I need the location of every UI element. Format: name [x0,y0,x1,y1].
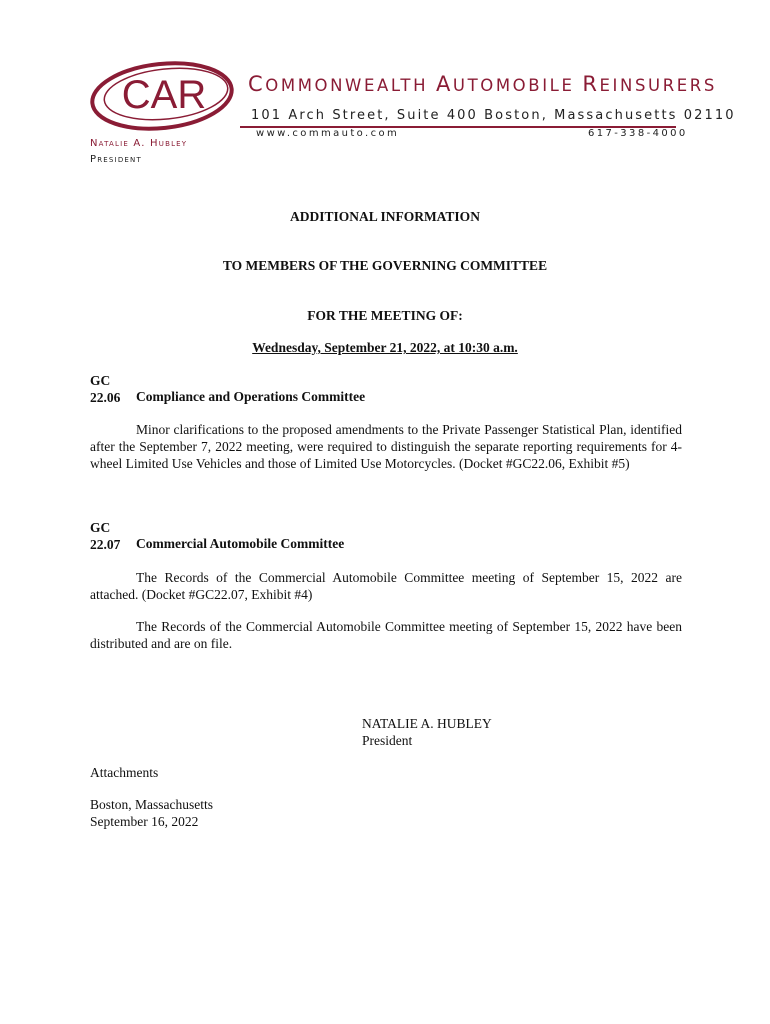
website-link[interactable]: www.commauto.com [256,128,400,139]
meeting-date: Wednesday, September 21, 2022, at 10:30 a.m. [252,340,518,355]
document-date: September 16, 2022 [90,814,199,829]
executive-title: President [90,154,142,165]
item-title: Compliance and Operations Committee [136,389,366,404]
signature-title: President [362,733,413,748]
item-paragraph: Minor clarifications to the proposed amendments to the Private Passenger Statistical Plan, identified after the September 7, 2022 meeting, were required to distinguish the separate reporting requirements for 4-wheel Limited Use Vehicles and those of Limited Use Motorcycles. (Docket #GC22.06, Exhibit #5) [90,422,682,471]
item-code: GC 22.06 [90,373,121,405]
signature-name: NATALIE A. HUBLEY [362,716,492,731]
car-logo [88,60,240,134]
phone-number: 617-338-4000 [588,128,688,139]
letterhead [0,0,770,190]
item-code: GC 22.07 [90,520,121,552]
attachments-label: Attachments [90,765,159,780]
heading-meeting-of: FOR THE MEETING OF: [307,308,463,323]
executive-name: Natalie A. Hubley [90,138,188,149]
heading-recipients: TO MEMBERS OF THE GOVERNING COMMITTEE [222,258,548,273]
logo-text: CAR [121,73,207,117]
organization-name: COMMONWEALTH AUTOMOBILE REINSURERS [248,72,717,96]
organization-address: 101 Arch Street, Suite 400 Boston, Massachusetts 02110 [251,108,736,123]
item-paragraph: The Records of the Commercial Automobile Committee meeting of September 15, 2022 are attached. (Docket #GC22.07, Exhibit #4) [90,570,682,602]
item-paragraph: The Records of the Commercial Automobile Committee meeting of September 15, 2022 have been distributed and are on file. [90,619,682,651]
document-city: Boston, Massachusetts [90,797,213,812]
heading-additional-information: ADDITIONAL INFORMATION [290,209,480,224]
item-title: Commercial Automobile Committee [136,536,345,551]
